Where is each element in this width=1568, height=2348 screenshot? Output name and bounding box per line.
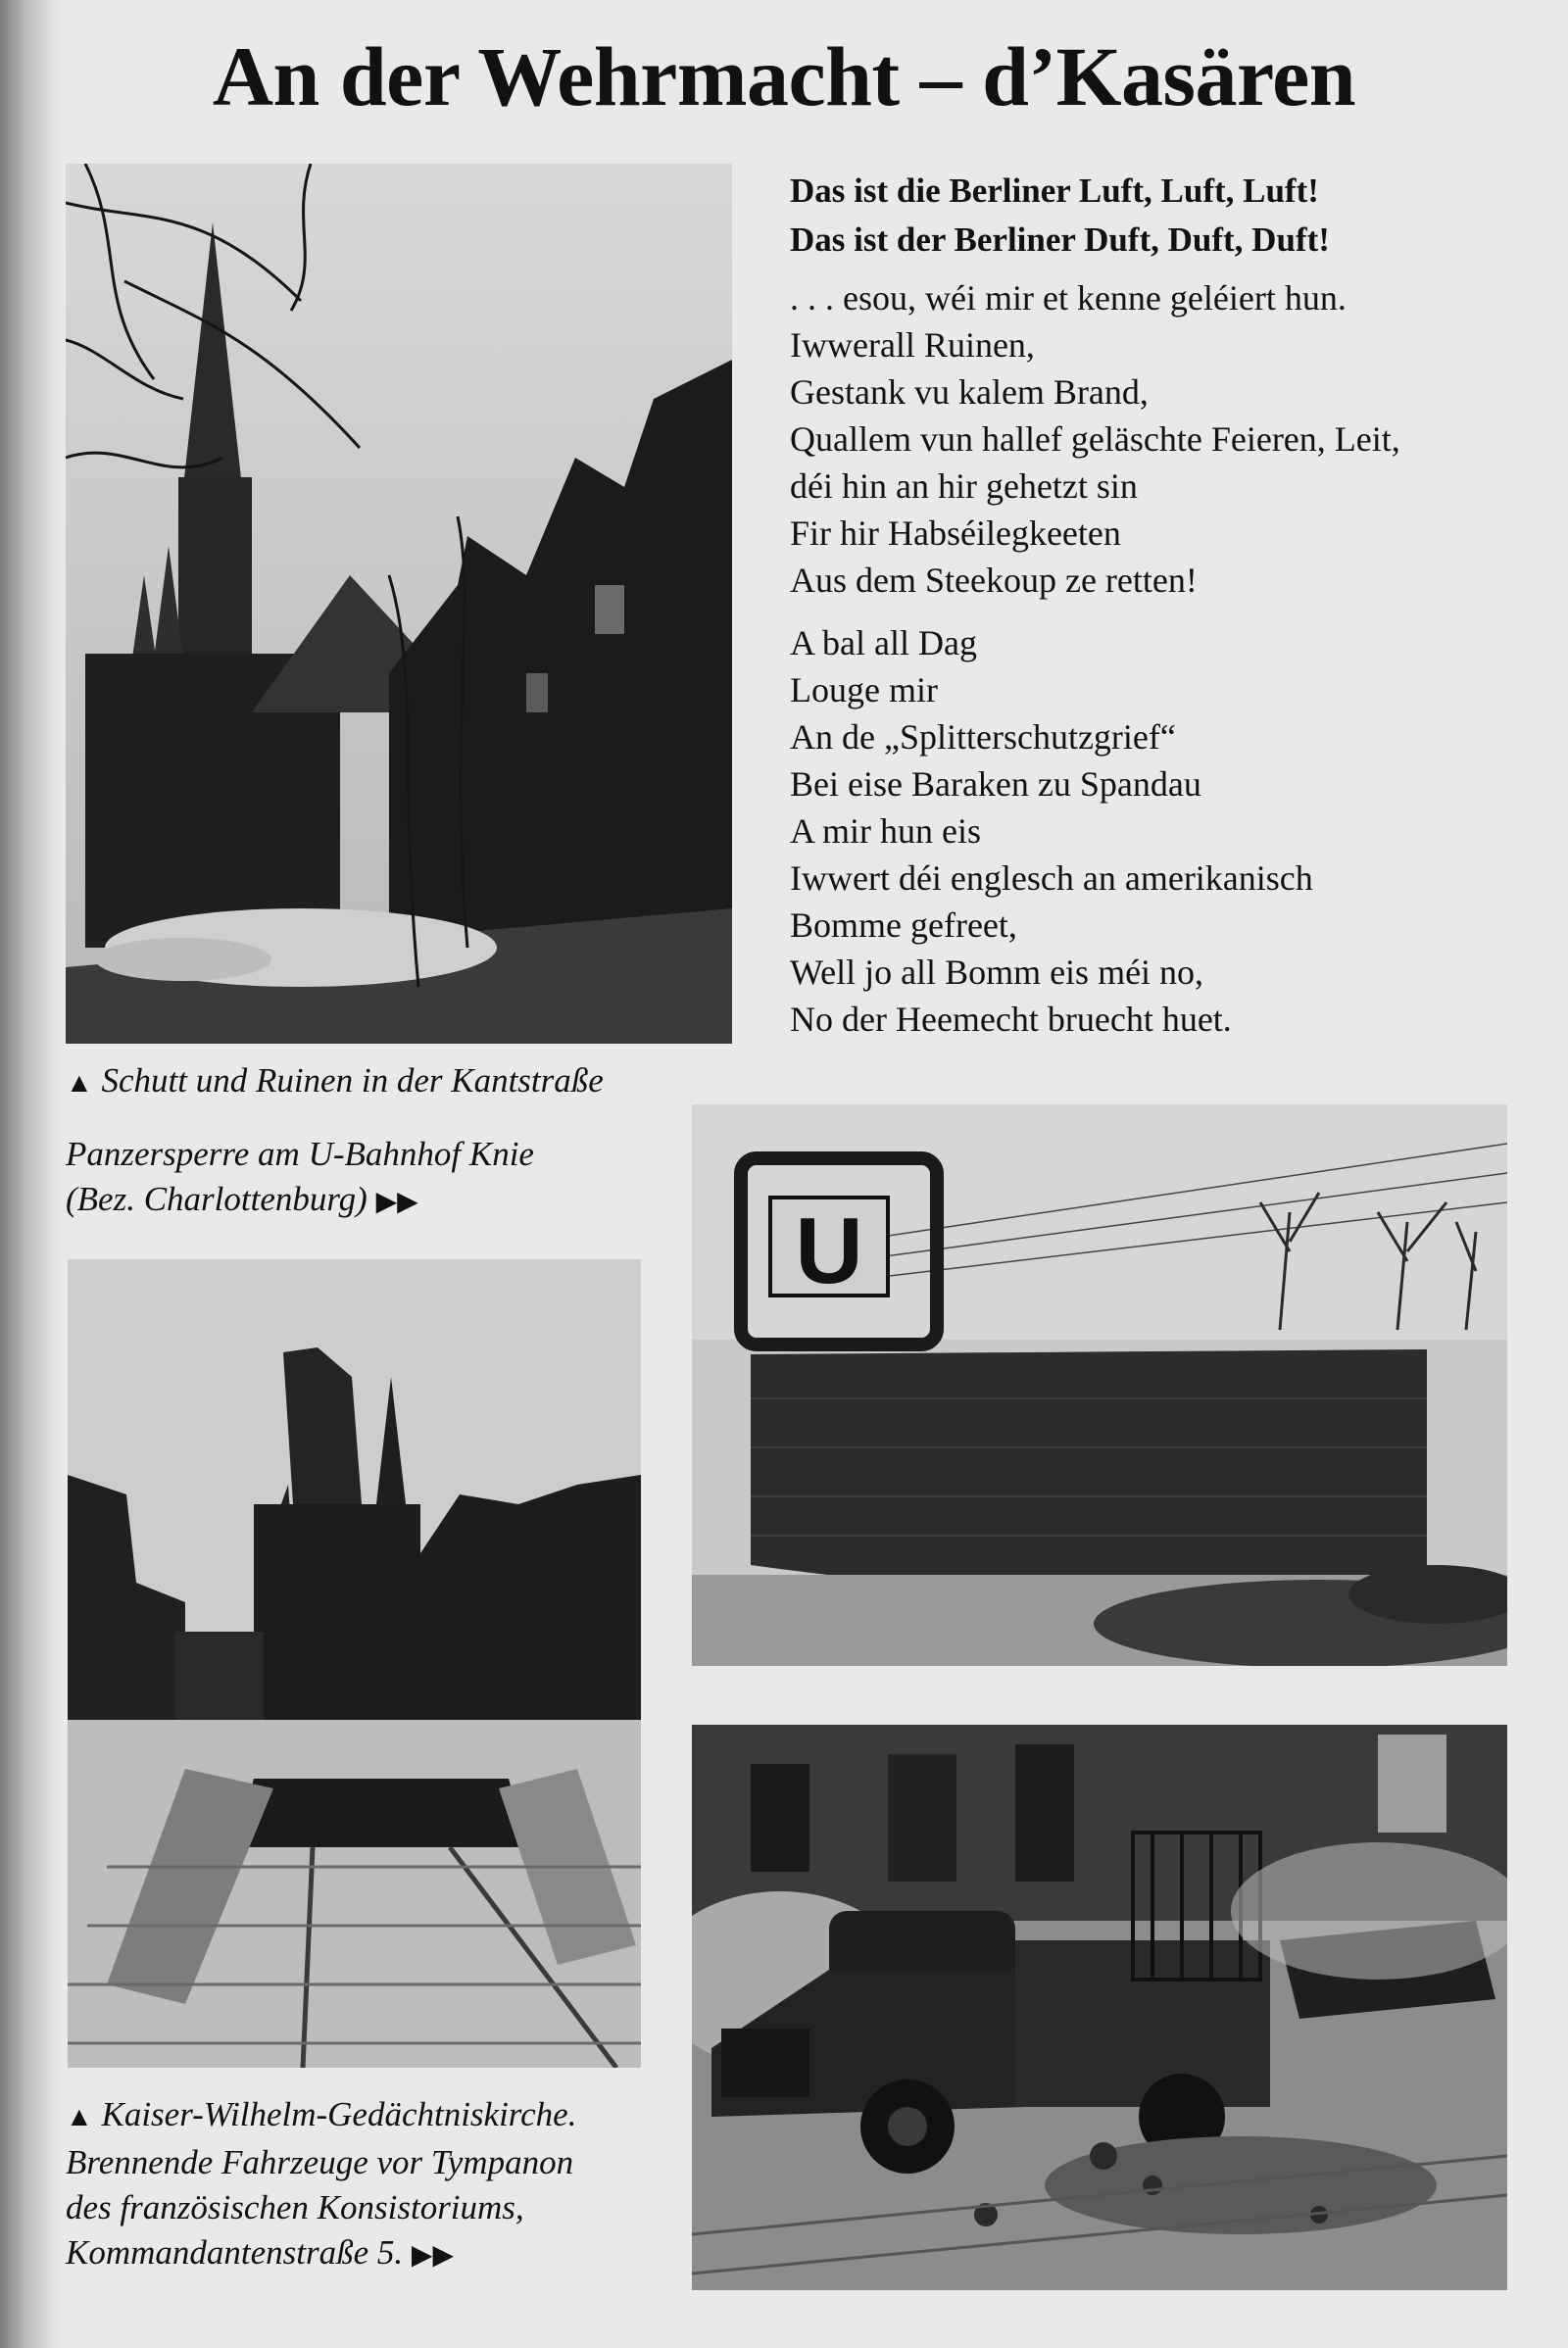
poem-line: No der Heemecht bruecht huet. bbox=[790, 1000, 1232, 1039]
caption-fahrzeuge-line: des französischen Konsistoriums, bbox=[66, 2188, 524, 2226]
photo-ubahnhof-knie bbox=[692, 1104, 1507, 1666]
caption-kirche bbox=[66, 2092, 673, 2140]
poem-stanza-2 bbox=[790, 619, 1535, 1043]
photo-brennende-fahrzeuge bbox=[692, 1725, 1507, 2290]
caption-fahrzeuge-line bbox=[66, 2230, 673, 2278]
caption-ubahn-line bbox=[66, 1177, 673, 1225]
ubahn-sign-letter: U bbox=[795, 1198, 863, 1303]
poem-line: Well jo all Bomm eis méi no, bbox=[790, 953, 1204, 992]
poem bbox=[790, 167, 1535, 1043]
poem-line: A bal all Dag bbox=[790, 623, 977, 662]
up-triangle-icon: ▲ bbox=[66, 1068, 93, 1099]
caption-kantstrasse-text: Schutt und Ruinen in der Kantstraße bbox=[101, 1061, 604, 1100]
poem-line: Quallem vun hallef geläschte Feieren, Leit, bbox=[790, 419, 1400, 459]
right-double-arrow-icon: ▶▶ bbox=[375, 1187, 418, 1217]
poem-line: Aus dem Steekoup ze retten! bbox=[790, 561, 1198, 600]
poem-line: Gestank vu kalem Brand, bbox=[790, 372, 1149, 412]
poem-line: Bei eise Baraken zu Spandau bbox=[790, 764, 1201, 804]
poem-refrain-line: Das ist der Berliner Duft, Duft, Duft! bbox=[790, 220, 1330, 259]
page-title: An der Wehrmacht – d’Kasären bbox=[212, 29, 1356, 123]
photo-gedaechtniskirche bbox=[68, 1259, 641, 2068]
right-double-arrow-icon: ▶▶ bbox=[411, 2240, 454, 2271]
poem-line: Fir hir Habséilegkeeten bbox=[790, 514, 1121, 553]
caption-kantstrasse bbox=[66, 1058, 604, 1106]
poem-line: Bomme gefreet, bbox=[790, 905, 1017, 945]
up-triangle-icon: ▲ bbox=[66, 2102, 93, 2132]
poem-line: déi hin an hir gehetzt sin bbox=[790, 466, 1138, 506]
poem-line: Iwwerall Ruinen, bbox=[790, 325, 1035, 365]
caption-ubahn bbox=[66, 1132, 673, 1225]
poem-line: A mir hun eis bbox=[790, 811, 981, 851]
caption-ubahn-line2-text: (Bez. Charlottenburg) bbox=[66, 1180, 368, 1218]
poem-refrain bbox=[790, 167, 1535, 265]
caption-kirche-text: Kaiser-Wilhelm-Gedächtniskirche. bbox=[101, 2095, 577, 2133]
poem-stanza-1 bbox=[790, 274, 1535, 604]
caption-fahrzeuge-line: Brennende Fahrzeuge vor Tympanon bbox=[66, 2143, 574, 2181]
photo-kantstrasse-ruins bbox=[66, 164, 732, 1044]
poem-line: Iwwert déi englesch an amerikanisch bbox=[790, 858, 1313, 898]
poem-line: Louge mir bbox=[790, 670, 938, 709]
page-edge-shadow bbox=[0, 0, 59, 2348]
poem-line: . . . esou, wéi mir et kenne geléiert hun. bbox=[790, 278, 1347, 318]
caption-kirche-fahrzeuge bbox=[66, 2092, 673, 2278]
caption-fahrzeuge-line3-text: Kommandantenstraße 5. bbox=[66, 2233, 404, 2272]
caption-ubahn-line: Panzersperre am U-Bahnhof Knie bbox=[66, 1135, 534, 1173]
poem-line: An de „Splitterschutzgrief“ bbox=[790, 717, 1176, 757]
poem-refrain-line: Das ist die Berliner Luft, Luft, Luft! bbox=[790, 171, 1319, 210]
